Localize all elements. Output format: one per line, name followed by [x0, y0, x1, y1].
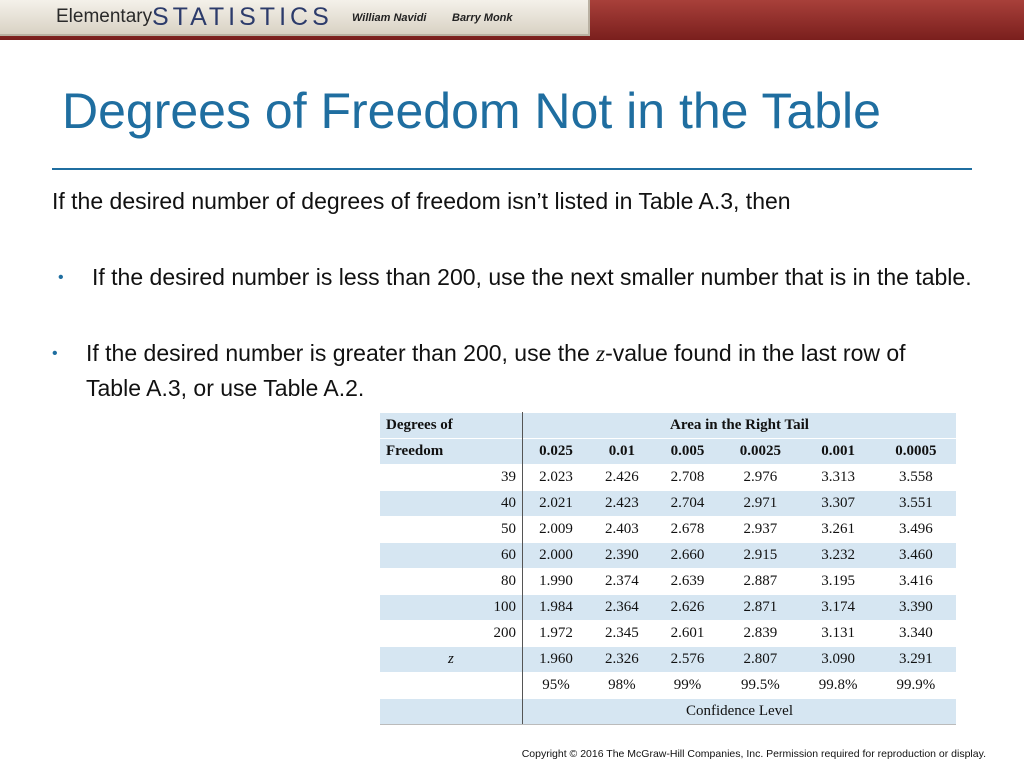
- column-header: 0.0005: [876, 439, 956, 465]
- value-cell: 2.009: [522, 517, 589, 543]
- value-cell: 2.871: [720, 595, 800, 621]
- df-cell: 40: [380, 491, 522, 517]
- value-cell: 2.426: [589, 465, 655, 491]
- value-cell: 2.887: [720, 569, 800, 595]
- value-cell: 2.403: [589, 517, 655, 543]
- t-distribution-table: [380, 412, 956, 725]
- slide-title: Degrees of Freedom Not in the Table: [62, 83, 881, 139]
- value-cell: 3.460: [876, 543, 956, 569]
- z-value-cell: 2.326: [589, 647, 655, 673]
- value-cell: 2.937: [720, 517, 800, 543]
- table-row: [380, 491, 956, 517]
- value-cell: 2.626: [655, 595, 721, 621]
- intro-text: If the desired number of degrees of freedom isn’t listed in Table A.3, then: [52, 188, 791, 214]
- bullet-icon: •: [58, 269, 64, 286]
- confidence-level-cell: 98%: [589, 673, 655, 699]
- confidence-label-row: [380, 699, 956, 725]
- bullet-text-end: -value found in the last row of Table A.3, or use Table A.2.: [86, 340, 906, 401]
- value-cell: 2.976: [720, 465, 800, 491]
- value-cell: 2.660: [655, 543, 721, 569]
- column-header: 0.025: [522, 439, 589, 465]
- author-name: William Navidi: [352, 12, 427, 24]
- confidence-level-cell: 99.5%: [720, 673, 800, 699]
- value-cell: 3.232: [800, 543, 875, 569]
- value-cell: 3.558: [876, 465, 956, 491]
- author-name: Barry Monk: [452, 12, 513, 24]
- brand-elementary: Elementary: [56, 6, 153, 27]
- table-row: [380, 621, 956, 647]
- confidence-level-label: Confidence Level: [522, 699, 956, 725]
- table-footer: [380, 647, 956, 725]
- z-value-cell: 2.807: [720, 647, 800, 673]
- bullet-icon: •: [52, 345, 58, 362]
- value-cell: 2.000: [522, 543, 589, 569]
- df-cell: 200: [380, 621, 522, 647]
- column-header: 0.001: [800, 439, 875, 465]
- value-cell: 2.390: [589, 543, 655, 569]
- confidence-level-cell: 95%: [522, 673, 589, 699]
- empty-cell: [380, 673, 522, 699]
- df-cell: 80: [380, 569, 522, 595]
- table-body: [380, 465, 956, 647]
- column-header: 0.0025: [720, 439, 800, 465]
- z-row: [380, 647, 956, 673]
- value-cell: 2.915: [720, 543, 800, 569]
- z-value-cell: 2.576: [655, 647, 721, 673]
- column-header: 0.01: [589, 439, 655, 465]
- value-cell: 2.601: [655, 621, 721, 647]
- value-cell: 2.023: [522, 465, 589, 491]
- value-cell: 2.423: [589, 491, 655, 517]
- table-row: [380, 569, 956, 595]
- value-cell: 3.313: [800, 465, 875, 491]
- value-cell: 2.374: [589, 569, 655, 595]
- bullet-text-start: If the desired number is greater than 200, use the: [86, 340, 597, 366]
- value-cell: 3.195: [800, 569, 875, 595]
- bullet-item: [58, 260, 972, 295]
- z-row-label: z: [380, 647, 522, 673]
- table-header-row: [380, 413, 956, 439]
- value-cell: 2.678: [655, 517, 721, 543]
- table-row: [380, 465, 956, 491]
- z-value-cell: 3.090: [800, 647, 875, 673]
- title-divider: [52, 168, 972, 170]
- value-cell: 3.340: [876, 621, 956, 647]
- header-banner: [0, 0, 1024, 40]
- column-header: 0.005: [655, 439, 721, 465]
- brand-statistics: STATISTICS: [152, 3, 333, 31]
- value-cell: 1.984: [522, 595, 589, 621]
- value-cell: 3.307: [800, 491, 875, 517]
- value-cell: 3.261: [800, 517, 875, 543]
- value-cell: 2.971: [720, 491, 800, 517]
- value-cell: 2.839: [720, 621, 800, 647]
- z-value-cell: 1.960: [522, 647, 589, 673]
- value-cell: 1.990: [522, 569, 589, 595]
- df-cell: 60: [380, 543, 522, 569]
- value-cell: 3.551: [876, 491, 956, 517]
- header-degrees-of: Degrees of: [380, 413, 522, 439]
- value-cell: 2.639: [655, 569, 721, 595]
- value-cell: 2.364: [589, 595, 655, 621]
- header-freedom: Freedom: [380, 439, 522, 465]
- value-cell: 2.704: [655, 491, 721, 517]
- value-cell: 3.496: [876, 517, 956, 543]
- value-cell: 3.131: [800, 621, 875, 647]
- value-cell: 2.021: [522, 491, 589, 517]
- bullet-text: If the desired number is less than 200, use the next smaller number that is in the table.: [92, 264, 972, 290]
- value-cell: 1.972: [522, 621, 589, 647]
- confidence-level-cell: 99%: [655, 673, 721, 699]
- empty-cell: [380, 699, 522, 725]
- z-variable: z: [596, 341, 606, 366]
- df-cell: 100: [380, 595, 522, 621]
- value-cell: 2.345: [589, 621, 655, 647]
- table-column-header-row: [380, 439, 956, 465]
- book-title-panel: [0, 0, 590, 36]
- z-value-cell: 3.291: [876, 647, 956, 673]
- table-row: [380, 517, 956, 543]
- bullet-item: [52, 336, 966, 406]
- copyright-notice: Copyright © 2016 The McGraw-Hill Companies, Inc. Permission required for reproduction or display.: [521, 748, 986, 760]
- confidence-level-cell: 99.8%: [800, 673, 875, 699]
- df-cell: 50: [380, 517, 522, 543]
- value-cell: 2.708: [655, 465, 721, 491]
- table-row: [380, 595, 956, 621]
- confidence-level-row: [380, 673, 956, 699]
- value-cell: 3.416: [876, 569, 956, 595]
- value-cell: 3.390: [876, 595, 956, 621]
- table-row: [380, 543, 956, 569]
- header-area-right-tail: Area in the Right Tail: [522, 413, 956, 439]
- confidence-level-cell: 99.9%: [876, 673, 956, 699]
- df-cell: 39: [380, 465, 522, 491]
- value-cell: 3.174: [800, 595, 875, 621]
